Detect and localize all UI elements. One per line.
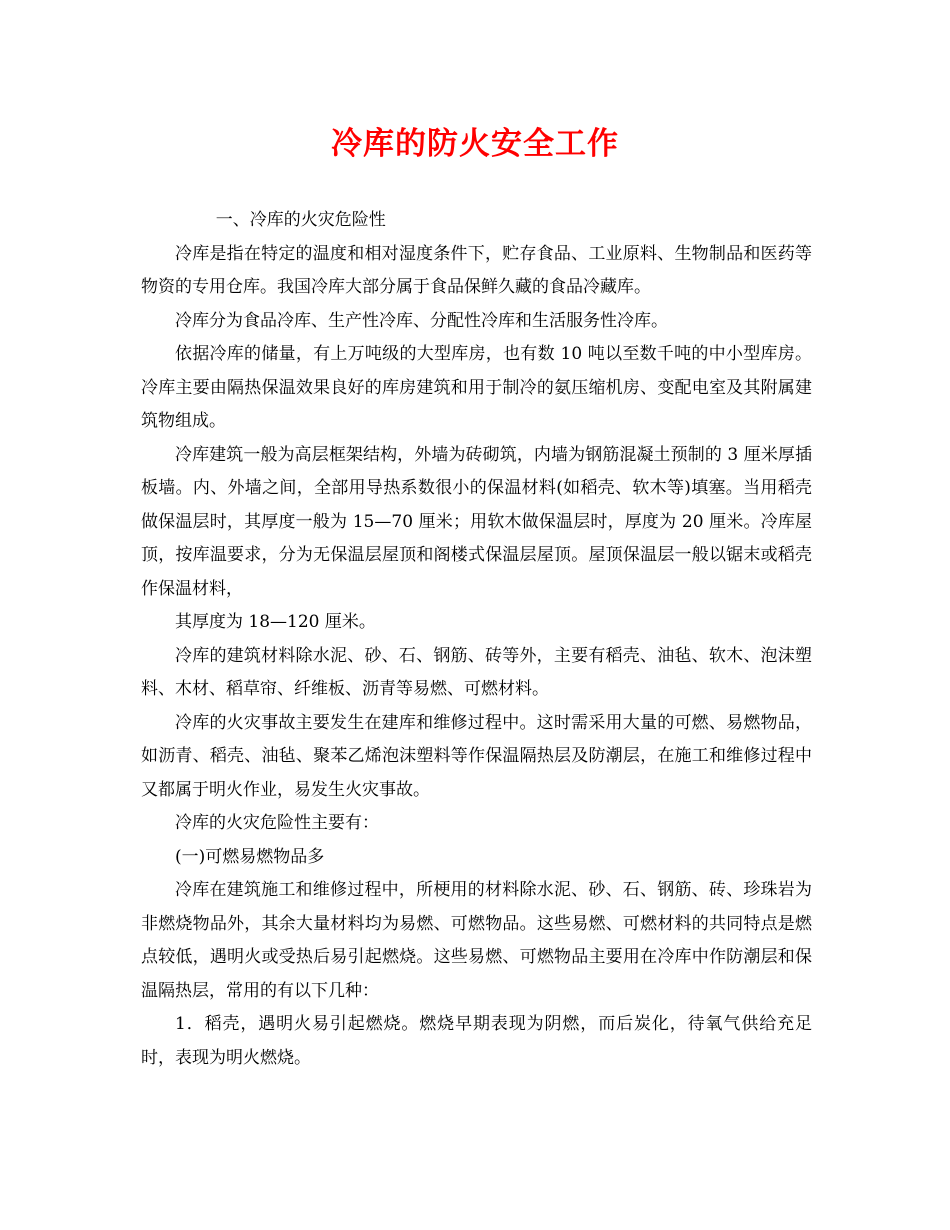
paragraph: 其厚度为 18—120 厘米。 <box>175 612 376 632</box>
paragraph: 冷库的火灾事故主要发生在建库和维修过程中。这时需采用大量的可燃、易燃物品，如沥青、稻壳、油毡、聚苯乙烯泡沫塑料等作保温隔热层及防潮层，在施工和维修过程中又都属于明火作业，易发生火灾事故。 <box>141 712 812 800</box>
section-heading: 一、冷库的火灾危险性 <box>215 210 386 230</box>
paragraph: 冷库的建筑材料除水泥、砂、石、钢筋、砖等外，主要有稻壳、油毡、软木、泡沫塑料、木材、稻草帘、纤维板、沥青等易燃、可燃材料。 <box>141 645 812 699</box>
document-title: 冷库的防火安全工作 <box>331 126 619 162</box>
paragraph: 冷库建筑一般为高层框架结构，外墙为砖砌筑，内墙为钢筋混凝土预制的 3 厘米厚插板墙。内、外墙之间，全部用导热系数很小的保温材料(如稻壳、软木等)填塞。当用稻壳做保温层时，其厚度一般为 15—70 厘米；用软木做保温层时，厚度为 20 厘米。冷库屋顶，按库温要求，分为无保温层屋顶和阁楼式保温层屋顶。屋顶保温层一般以锯末或稻壳作保温材料， <box>141 444 812 599</box>
paragraph: 冷库是指在特定的温度和相对湿度条件下，贮存食品、工业原料、生物制品和医药等物资的专用仓库。我国冷库大部分属于食品保鲜久藏的食品冷藏库。 <box>141 243 812 297</box>
document-body <box>141 204 812 1075</box>
subsection-heading: (一)可燃易燃物品多 <box>175 846 325 867</box>
paragraph: 冷库在建筑施工和维修过程中，所梗用的材料除水泥、砂、石、钢筋、砖、珍珠岩为非燃烧物品外，其余大量材料均为易燃、可燃物品。这些易燃、可燃材料的共同特点是燃点较低，遇明火或受热后易引起燃烧。这些易燃、可燃物品主要用在冷库中作防潮层和保温隔热层，常用的有以下几种： <box>141 880 812 1001</box>
list-item: 1．稻壳，遇明火易引起燃烧。燃烧早期表现为阴燃，而后炭化，待氧气供给充足时，表现为明火燃烧。 <box>141 1014 812 1068</box>
paragraph: 冷库的火灾危险性主要有： <box>175 813 379 833</box>
paragraph: 冷库分为食品冷库、生产性冷库、分配性冷库和生活服务性冷库。 <box>175 310 668 331</box>
paragraph: 依据冷库的储量，有上万吨级的大型库房，也有数 10 吨以至数千吨的中小型库房。冷库主要由隔热保温效果良好的库房建筑和用于制冷的氨压缩机房、变配电室及其附属建筑物组成。 <box>141 344 812 431</box>
